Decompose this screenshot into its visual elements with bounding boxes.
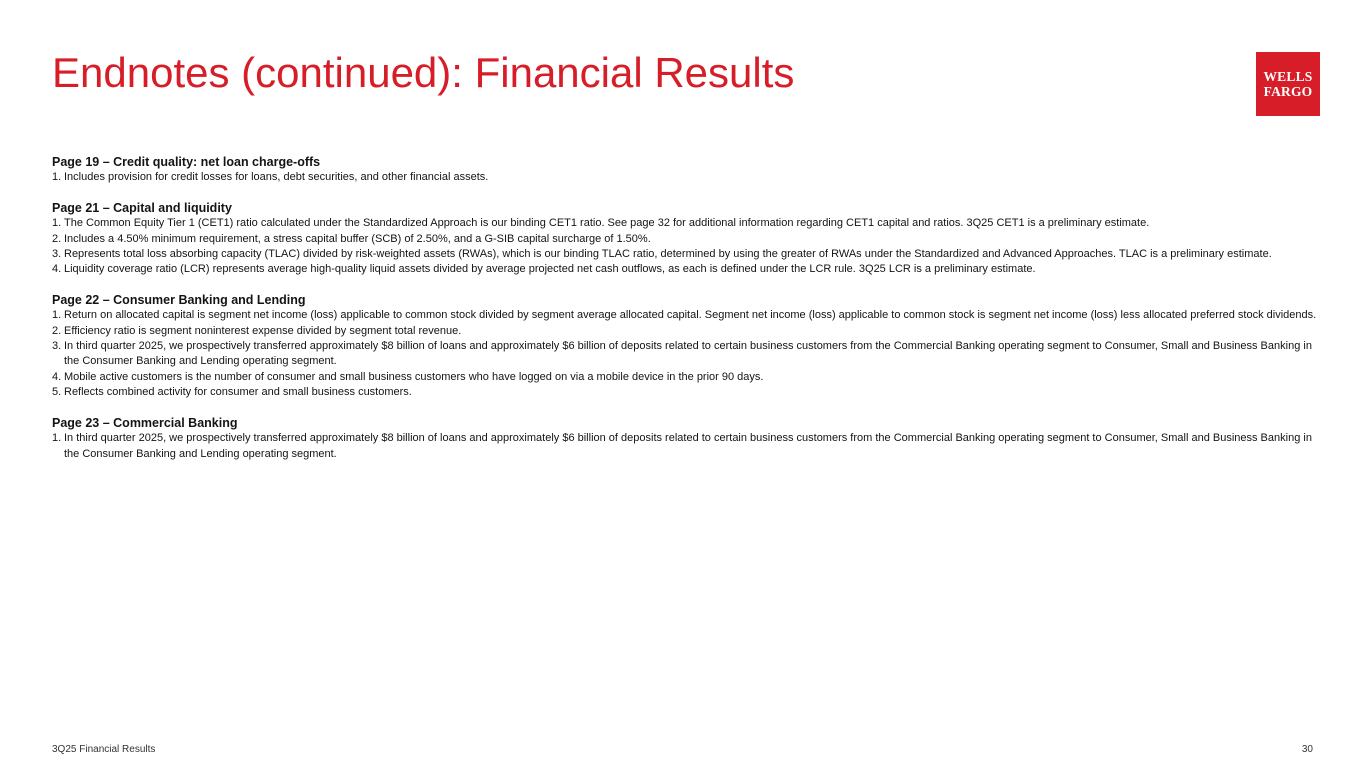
note-number: 3.: [52, 340, 62, 353]
note-number: 2.: [52, 232, 62, 245]
note-item: [52, 170, 1320, 185]
note-number: 1.: [52, 432, 62, 445]
notes-list: [52, 170, 1320, 185]
note-text: Liquidity coverage ratio (LCR) represents average high-quality liquid assets divided by average projected net cash outflows, as each is defined under the LCR rule. 3Q25 LCR is a preliminary estimate.: [64, 263, 1036, 276]
note-text: Mobile active customers is the number of consumer and small business customers who have logged on via a mobile device in the prior 90 days.: [64, 370, 764, 383]
note-text: In third quarter 2025, we prospectively transferred approximately $8 billion of loans and approximately $6 billion of deposits related to certain business customers from the Commercial Banking operating segment to Consumer, Small and Business Banking in the Consumer Banking and Lending operating segment.: [64, 432, 1312, 460]
section-heading: Page 23 – Commercial Banking: [52, 416, 238, 431]
note-item: [52, 308, 1320, 323]
notes-list: [52, 216, 1320, 277]
page-title: Endnotes (continued): Financial Results: [52, 49, 795, 96]
note-number: 3.: [52, 247, 62, 260]
section-heading: Page 19 – Credit quality: net loan charge-offs: [52, 155, 321, 169]
note-number: 4.: [52, 370, 62, 383]
note-item: [52, 431, 1320, 462]
note-number: 1.: [52, 309, 62, 322]
section-page-21: [52, 200, 1320, 277]
note-text: Represents total loss absorbing capacity (TLAC) divided by risk-weighted assets (RWAs), which is our binding TLAC ratio, determined by using the greater of RWAs under the Standardized and Advanced Approaches. TLAC is a preliminary estimate.: [64, 247, 1272, 260]
section-page-23: [52, 415, 1320, 462]
note-text: Efficiency ratio is segment noninterest expense divided by segment total revenue.: [64, 324, 462, 337]
section-page-22: [52, 292, 1320, 400]
note-number: 5.: [52, 385, 62, 398]
notes-list: [52, 431, 1320, 462]
notes-list: [52, 308, 1320, 400]
note-text: Includes provision for credit losses for loans, debt securities, and other financial assets.: [64, 171, 489, 183]
note-item: [52, 385, 1320, 400]
note-item: [52, 232, 1320, 247]
note-item: [52, 262, 1320, 277]
note-number: 1.: [52, 171, 62, 183]
note-number: 1.: [52, 217, 62, 230]
note-item: [52, 247, 1320, 262]
note-item: [52, 324, 1320, 339]
note-text: Return on allocated capital is segment net income (loss) applicable to common stock divided by segment average allocated capital. Segment net income (loss) applicable to common stock is segment net income (loss) less allocated preferred stock dividends.: [64, 309, 1317, 322]
endnotes-content: [52, 154, 1320, 477]
footer-label: 3Q25 Financial Results: [52, 744, 156, 755]
section-heading: Page 21 – Capital and liquidity: [52, 201, 232, 216]
note-text: The Common Equity Tier 1 (CET1) ratio calculated under the Standardized Approach is our binding CET1 ratio. See page 32 for additional information regarding CET1 capital and ratios. 3Q25 CET1 is a preliminary estimate.: [64, 217, 1150, 230]
note-item: [52, 370, 1320, 385]
logo-line-1: WELLS: [1263, 69, 1313, 84]
note-text: Reflects combined activity for consumer and small business customers.: [64, 385, 412, 398]
section-heading: Page 22 – Consumer Banking and Lending: [52, 293, 306, 308]
note-number: 2.: [52, 324, 62, 337]
note-text: In third quarter 2025, we prospectively transferred approximately $8 billion of loans and approximately $6 billion of deposits related to certain business customers from the Commercial Banking operating segment to Consumer, Small and Business Banking in the Consumer Banking and Lending operating segment.: [64, 340, 1312, 368]
note-item: [52, 339, 1320, 370]
page-number: 30: [1301, 744, 1313, 755]
note-item: [52, 216, 1320, 231]
note-text: Includes a 4.50% minimum requirement, a stress capital buffer (SCB) of 2.50%, and a G-SIB capital surcharge of 1.50%.: [64, 232, 651, 245]
note-number: 4.: [52, 263, 62, 276]
logo-line-2: FARGO: [1263, 84, 1313, 99]
wells-fargo-logo: [1256, 52, 1320, 116]
section-page-19: [52, 154, 1320, 185]
